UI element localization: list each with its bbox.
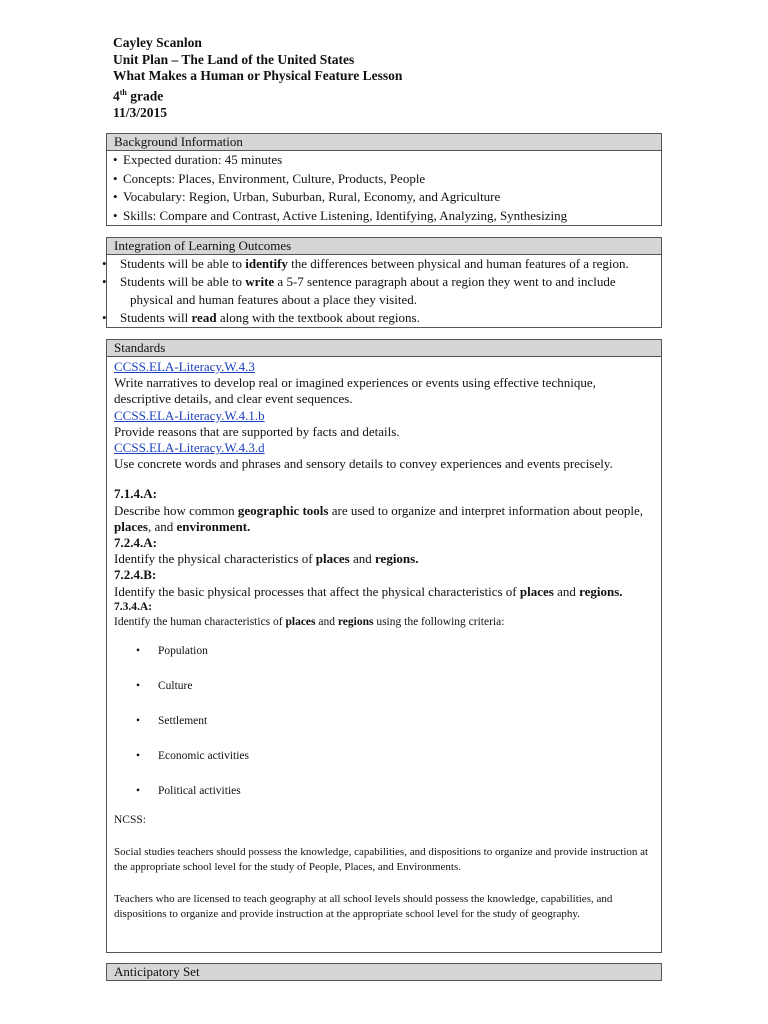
background-list: [107, 151, 661, 225]
ncss-paragraph: Teachers who are licensed to teach geography at all school levels should possess the knowledge, capabilities, and dispositions to organize and provide instruction at the appropriate school level for the study of geography.: [114, 892, 613, 920]
section-title: Standards: [107, 340, 661, 357]
standard-text: Identify the basic physical processes that affect the physical characteristics of places and regions.: [114, 583, 623, 599]
list-item: • Students will be able to identify the differences between physical and human features of a region.: [102, 256, 629, 271]
lesson-title: What Makes a Human or Physical Feature Lesson: [113, 68, 403, 83]
list-item: • Expected duration: 45 minutes: [113, 151, 655, 170]
list-item: • Skills: Compare and Contrast, Active Listening, Identifying, Analyzing, Synthesizing: [113, 207, 655, 226]
lesson-date: 11/3/2015: [113, 104, 168, 120]
standard-text: Identify the human characteristics of places and regions using the following criteria:: [114, 615, 505, 628]
unit-plan-title: Unit Plan – The Land of the United States: [113, 51, 355, 67]
standard-link[interactable]: CCSS.ELA-Literacy.W.4.3.d: [114, 440, 265, 456]
anticipatory-set-section: [106, 963, 662, 981]
list-item: • Economic activities: [114, 749, 655, 784]
standard-text: Provide reasons that are supported by facts and details.: [114, 423, 400, 439]
criteria-list: [114, 644, 655, 819]
standard-code: 7.2.4.A:: [114, 535, 157, 551]
learning-outcomes-section: [102, 237, 662, 328]
list-item: • Concepts: Places, Environment, Culture, Products, People: [113, 170, 655, 189]
background-information-section: [106, 133, 662, 226]
standards-section: [106, 339, 662, 953]
grade-level: 4th grade: [113, 87, 164, 103]
list-item: • Vocabulary: Region, Urban, Suburban, Rural, Economy, and Agriculture: [113, 188, 655, 207]
standard-link[interactable]: CCSS.ELA-Literacy.W.4.3: [114, 359, 255, 374]
list-item: • Population: [114, 644, 655, 679]
standard-link[interactable]: CCSS.ELA-Literacy.W.4.1.b: [114, 407, 265, 423]
list-item: • Settlement: [114, 714, 655, 749]
standards-body: [107, 357, 661, 926]
standard-code: 7.3.4.A:: [114, 600, 153, 613]
list-item: • Political activities: [114, 784, 655, 819]
standard-code: 7.1.4.A:: [114, 486, 157, 502]
list-item: • Culture: [114, 679, 655, 714]
list-item: • Students will read along with the textbook about regions.: [102, 310, 420, 325]
standard-text: Describe how common geographic tools are used to organize and interpret information about people, places, and environment.: [114, 502, 644, 534]
standard-text: Use concrete words and phrases and sensory details to convey experiences and events precisely.: [114, 456, 613, 472]
outcomes-list: [102, 255, 661, 327]
ncss-paragraph: Social studies teachers should possess the knowledge, capabilities, and dispositions to organize and provide instruction at the appropriate school level for the study of People, Places, and Environments.: [114, 845, 649, 873]
author-name: Cayley Scanlon: [113, 35, 202, 50]
document-header: [113, 35, 402, 121]
section-title: Background Information: [107, 134, 661, 151]
standard-code: 7.2.4.B:: [114, 567, 157, 583]
section-title: Anticipatory Set: [107, 964, 661, 980]
section-title: Integration of Learning Outcomes: [107, 238, 661, 255]
list-item: • Students will be able to write a 5-7 sentence paragraph about a region they went to and include physical and human features about a place they visited.: [102, 274, 616, 307]
ncss-label: NCSS:: [114, 813, 146, 826]
standard-text: Identify the physical characteristics of places and regions.: [114, 551, 419, 567]
standard-text: Write narratives to develop real or imagined experiences or events using effective technique, descriptive details, and clear event sequences.: [114, 375, 596, 407]
